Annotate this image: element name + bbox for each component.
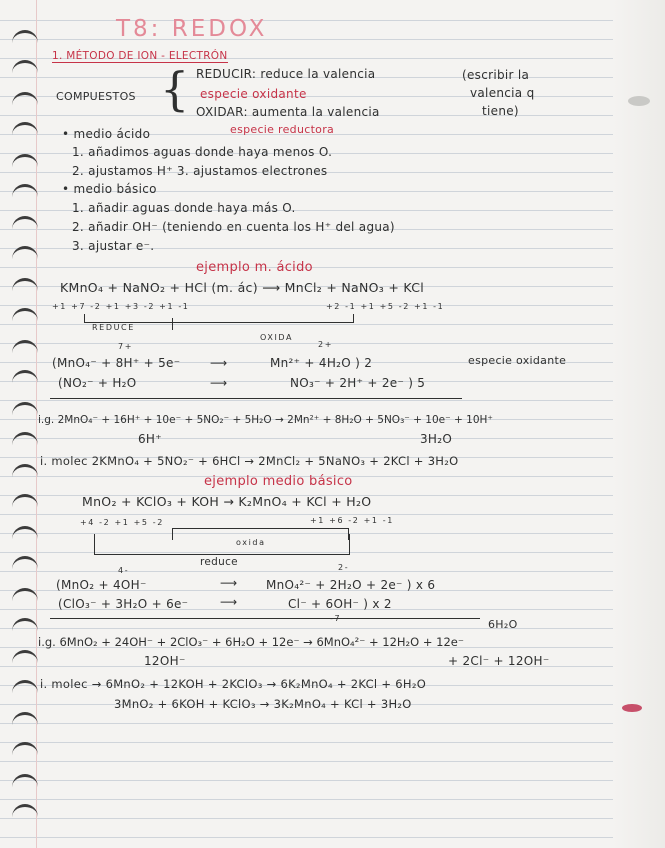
binding-hole bbox=[12, 340, 38, 355]
bracket-tick bbox=[172, 318, 173, 330]
binding-hole bbox=[12, 60, 38, 75]
reaction-arrow: ⟶ bbox=[220, 595, 238, 609]
valence-note-line: valencia q bbox=[470, 86, 535, 100]
especie-oxidante-label: especie oxidante bbox=[200, 87, 307, 101]
ionic-overnote: 6H₂O bbox=[488, 618, 518, 631]
binding-hole bbox=[12, 650, 38, 665]
binding-hole bbox=[12, 184, 38, 199]
superscript-note: 2- bbox=[338, 563, 350, 572]
binding-hole bbox=[12, 804, 38, 819]
reducir-definition: REDUCIR: reduce la valencia bbox=[196, 67, 376, 81]
compuestos-label: COMPUESTOS bbox=[56, 90, 136, 103]
reduce-bracket bbox=[94, 534, 350, 555]
basic-step-2: 2. añadir OH⁻ (teniendo en cuenta los H⁺ del agua) bbox=[72, 220, 395, 234]
divider-line bbox=[50, 398, 462, 399]
acid-half-reaction-1-right: Mn²⁺ + 4H₂O ) 2 bbox=[270, 356, 373, 370]
oxidizing-species-note: especie oxidante bbox=[468, 354, 567, 367]
binding-hole bbox=[12, 30, 38, 45]
redox-bracket bbox=[84, 314, 354, 323]
superscript-note: 4- bbox=[118, 566, 130, 575]
acid-valences-left: +1 +7 -2 +1 +3 -2 +1 -1 bbox=[52, 302, 190, 311]
binding-hole bbox=[12, 402, 38, 417]
reduce-label: REDUCE bbox=[92, 323, 135, 332]
superscript-note: -7 bbox=[330, 614, 342, 623]
binding-hole bbox=[12, 588, 38, 603]
basic-reduce-label: reduce bbox=[200, 556, 238, 568]
acid-medium-header: • medio ácido bbox=[62, 127, 151, 141]
reaction-arrow: ⟶ bbox=[210, 356, 228, 370]
acid-step-1: 1. añadimos aguas donde haya menos O. bbox=[72, 145, 333, 159]
binding-hole bbox=[12, 432, 38, 447]
basic-half-reaction-2-left: (ClO₃⁻ + 3H₂O + 6e⁻ bbox=[58, 597, 189, 611]
acid-half-reaction-1-left: (MnO₄⁻ + 8H⁺ + 5e⁻ bbox=[52, 356, 181, 370]
ionic-subnote: + 2Cl⁻ + 12OH⁻ bbox=[448, 654, 550, 668]
oxida-label: OXIDA bbox=[260, 333, 294, 342]
especie-reductora-label: especie reductora bbox=[230, 123, 335, 136]
binding-hole bbox=[12, 680, 38, 695]
method-heading: 1. MÉTODO DE ION - ELECTRÓN bbox=[52, 50, 228, 62]
basic-half-reaction-1-right: MnO₄²⁻ + 2H₂O + 2e⁻ ) x 6 bbox=[266, 578, 436, 592]
oxidar-definition: OXIDAR: aumenta la valencia bbox=[196, 105, 380, 119]
divider-line bbox=[50, 618, 480, 619]
valence-note-line: (escribir la bbox=[462, 68, 530, 82]
binding-hole bbox=[12, 556, 38, 571]
binding-hole bbox=[12, 92, 38, 107]
basic-step-3: 3. ajustar e⁻. bbox=[72, 239, 155, 253]
binding-hole bbox=[12, 154, 38, 169]
acid-valences-right: +2 -1 +1 +5 -2 +1 -1 bbox=[326, 302, 445, 311]
basic-molecular-equation-1: i. molec → 6MnO₂ + 12KOH + 2KClO₃ → 6K₂MnO₄ + 2KCl + 6H₂O bbox=[40, 677, 427, 691]
superscript-note: 7+ bbox=[118, 342, 133, 351]
acid-molecular-equation: i. molec 2KMnO₄ + 5NO₂⁻ + 6HCl → 2MnCl₂ + 5NaNO₃ + 2KCl + 3H₂O bbox=[40, 454, 459, 468]
acid-half-reaction-2-left: (NO₂⁻ + H₂O bbox=[58, 376, 137, 390]
basic-medium-header: • medio básico bbox=[62, 182, 157, 196]
reaction-arrow: ⟶ bbox=[220, 576, 238, 590]
binding-hole bbox=[12, 122, 38, 137]
binding-hole bbox=[12, 742, 38, 757]
acid-example-heading: ejemplo m. ácido bbox=[196, 260, 313, 275]
binding-hole bbox=[12, 246, 38, 261]
brace-symbol: { bbox=[160, 62, 190, 116]
acid-step-2: 2. ajustamos H⁺ 3. ajustamos electrones bbox=[72, 164, 328, 178]
basic-half-reaction-2-right: Cl⁻ + 6OH⁻ ) x 2 bbox=[288, 597, 392, 611]
ionic-subnote: 6H⁺ bbox=[138, 432, 162, 446]
stain-mark bbox=[628, 96, 650, 106]
basic-example-heading: ejemplo medio básico bbox=[204, 474, 353, 489]
basic-step-1: 1. añadir aguas donde haya más O. bbox=[72, 201, 296, 215]
binding-hole bbox=[12, 216, 38, 231]
page-title: T8: REDOX bbox=[116, 16, 268, 42]
binding-hole bbox=[12, 308, 38, 323]
binding-hole bbox=[12, 370, 38, 385]
binding-hole bbox=[12, 526, 38, 541]
ionic-subnote: 12OH⁻ bbox=[144, 654, 186, 668]
basic-oxida-label: oxida bbox=[236, 538, 266, 547]
basic-half-reaction-1-left: (MnO₂ + 4OH⁻ bbox=[56, 578, 147, 592]
ionic-subnote: 3H₂O bbox=[420, 432, 453, 446]
binding-hole bbox=[12, 464, 38, 479]
binding-hole bbox=[12, 712, 38, 727]
ink-stain bbox=[622, 704, 642, 712]
basic-ionic-global: i.g. 6MnO₂ + 24OH⁻ + 2ClO₃⁻ + 6H₂O + 12e⁻ → 6MnO₄²⁻ + 12H₂O + 12e⁻ bbox=[38, 635, 464, 649]
binding-hole bbox=[12, 774, 38, 789]
reaction-arrow: ⟶ bbox=[210, 376, 228, 390]
basic-valences-right: +1 +6 -2 +1 -1 bbox=[310, 516, 394, 525]
acid-reaction: KMnO₄ + NaNO₂ + HCl (m. ác) ⟶ MnCl₂ + NaNO₃ + KCl bbox=[60, 280, 425, 295]
page-edge-shadow bbox=[613, 0, 665, 848]
acid-half-reaction-2-right: NO₃⁻ + 2H⁺ + 2e⁻ ) 5 bbox=[290, 376, 426, 390]
basic-valences-left: +4 -2 +1 +5 -2 bbox=[80, 518, 164, 527]
binding-hole bbox=[12, 278, 38, 293]
binding-hole bbox=[12, 618, 38, 633]
valence-note-line: tiene) bbox=[482, 104, 519, 118]
oxida-bracket-top bbox=[172, 528, 348, 529]
basic-reaction: MnO₂ + KClO₃ + KOH → K₂MnO₄ + KCl + H₂O bbox=[82, 494, 372, 509]
acid-ionic-global: i.g. 2MnO₄⁻ + 16H⁺ + 10e⁻ + 5NO₂⁻ + 5H₂O → 2Mn²⁺ + 8H₂O + 5NO₃⁻ + 10e⁻ + 10H⁺ bbox=[38, 414, 493, 426]
binding-hole bbox=[12, 494, 38, 509]
superscript-note: 2+ bbox=[318, 340, 333, 349]
basic-molecular-equation-2: 3MnO₂ + 6KOH + KClO₃ → 3K₂MnO₄ + KCl + 3H₂O bbox=[114, 697, 412, 711]
